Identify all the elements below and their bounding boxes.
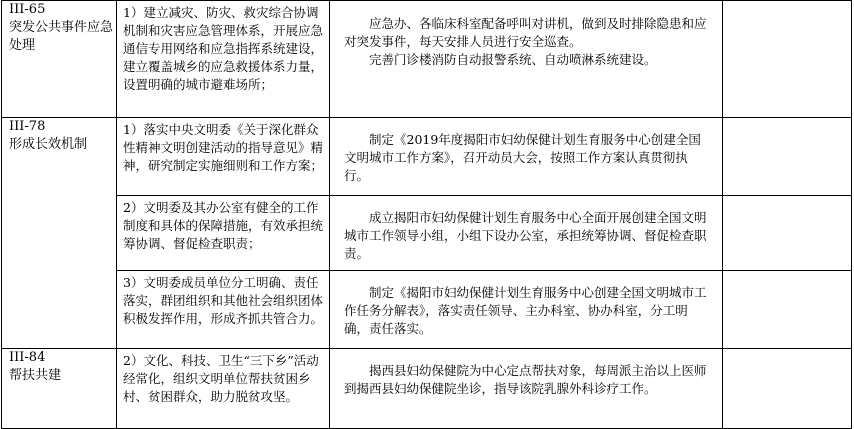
measure-text: 1）建立减灾、防灾、救灾综合协调机制和灾害应急管理体系，开展应急通信专用网络和应急指挥系统建设，建立覆盖城乡的应急救援体系力量，设置明确的城市避难场所； bbox=[123, 5, 324, 92]
measure-cell bbox=[117, 271, 330, 349]
measure-text: 3）文明委成员单位分工明确、责任落实，群团组织和其他社会组织团体积极发挥作用，形成齐抓共管合力。 bbox=[123, 275, 324, 326]
category-cell bbox=[2, 1, 117, 118]
measure-cell bbox=[117, 196, 330, 271]
remarks-cell bbox=[723, 118, 852, 196]
measure-text: 2）文化、科技、卫生“三下乡”活动经常化，组织文明单位帮扶贫困乡村、贫困群众，助力脱贫攻坚。 bbox=[123, 353, 319, 404]
measure-text: 2）文明委及其办公室有健全的工作制度和具体的保障措施，有效承担统筹协调、督促检查职责； bbox=[123, 200, 324, 251]
measure-text: 1）落实中央文明委《关于深化群众性精神文明创建活动的指导意见》精神，研究制定实施细则和工作方案； bbox=[123, 122, 324, 173]
measures-table bbox=[1, 0, 852, 429]
measure-cell bbox=[117, 1, 330, 118]
table-row bbox=[2, 196, 852, 271]
table-row bbox=[2, 349, 852, 429]
implementation-paragraph: 制定《2019年度揭阳市妇幼保健计划生育服务中心创建全国文明城市工作方案》，召开动员大会，按照工作方案认真贯彻执行。 bbox=[344, 132, 701, 183]
implementation-cell bbox=[330, 196, 723, 271]
implementation-text bbox=[330, 118, 722, 185]
category-code: III-84 bbox=[9, 350, 46, 365]
implementation-cell bbox=[330, 1, 723, 118]
implementation-paragraph: 制定《揭阳市妇幼保健计划生育服务中心创建全国文明城市工作任务分解表》，落实责任领导、主办科室、协办科室，分工明确，责任落实。 bbox=[344, 285, 707, 336]
category-cell bbox=[2, 349, 117, 429]
implementation-cell bbox=[330, 118, 723, 196]
implementation-cell bbox=[330, 349, 723, 429]
implementation-text bbox=[330, 196, 722, 263]
implementation-cell bbox=[330, 271, 723, 349]
category-cell bbox=[2, 118, 117, 349]
category-name: 帮扶共建 bbox=[9, 368, 62, 383]
remarks-cell bbox=[723, 196, 852, 271]
table-row bbox=[2, 118, 852, 196]
implementation-text bbox=[330, 271, 722, 338]
implementation-text bbox=[330, 1, 722, 69]
category-name: 突发公共事件应急处理 bbox=[9, 20, 114, 53]
measure-cell bbox=[117, 118, 330, 196]
category-name: 形成长效机制 bbox=[9, 137, 88, 152]
implementation-paragraph: 应急办、各临床科室配备呼叫对讲机，做到及时排除隐患和应对突发事件，每天安排人员进行安全巡查。 bbox=[344, 16, 707, 49]
category-code: III-65 bbox=[9, 2, 46, 17]
category-code: III-78 bbox=[9, 119, 46, 134]
implementation-paragraph: 成立揭阳市妇幼保健计划生育服务中心全面开展创建全国文明城市工作领导小组，小组下设办公室，承担统筹协调、督促检查职责。 bbox=[344, 210, 707, 261]
remarks-cell bbox=[723, 349, 852, 429]
implementation-paragraph: 完善门诊楼消防自动报警系统、自动喷淋系统建设。 bbox=[369, 52, 657, 67]
table-row bbox=[2, 271, 852, 349]
implementation-text bbox=[330, 349, 722, 398]
measure-cell bbox=[117, 349, 330, 429]
implementation-paragraph: 揭西县妇幼保健院为中心定点帮扶对象，每周派主治以上医师到揭西县妇幼保健院坐诊，指导该院乳腺外科诊疗工作。 bbox=[344, 363, 707, 396]
remarks-cell bbox=[723, 1, 852, 118]
table-row bbox=[2, 1, 852, 118]
remarks-cell bbox=[723, 271, 852, 349]
